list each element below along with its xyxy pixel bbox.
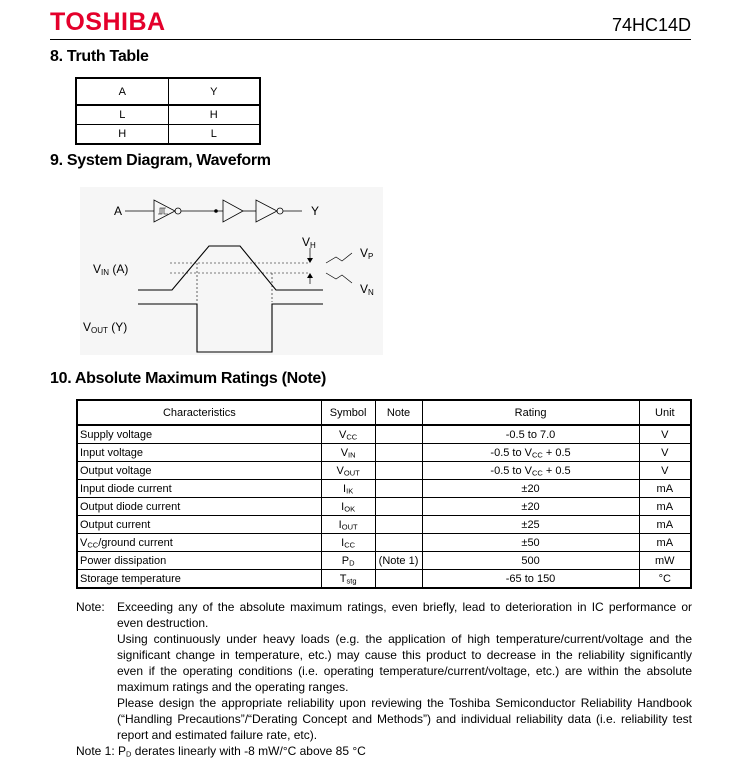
truth-table-header-y: Y [168, 78, 260, 105]
rating-cell: -65 to 150 [422, 570, 639, 589]
table-row [77, 480, 691, 498]
characteristic-cell: $V_{CC}$/ground current [77, 534, 321, 552]
note-paragraph: Exceeding any of the absolute maximum ratings, even briefly, lead to deterioration in IC performance or even destruction. [117, 600, 692, 630]
ratings-heading: 10. Absolute Maximum Ratings (Note) [50, 370, 327, 387]
header-divider [50, 39, 691, 40]
input-a-label: A [114, 204, 123, 218]
table-row [77, 462, 691, 480]
rating-cell: ±20 [422, 498, 639, 516]
rating-cell: -0.5 to $V_{CC} + 0.5$ [422, 462, 639, 480]
symbol-cell: $I_{OK}$ [321, 498, 375, 516]
output-y-label: Y [311, 204, 320, 218]
system-diagram-svg [80, 187, 383, 355]
rating-cell: -0.5 to $V_{CC} + 0.5$ [422, 444, 639, 462]
table-row [77, 552, 691, 570]
vh-arrowhead-up [307, 273, 313, 278]
unit-cell: mA [639, 516, 691, 534]
note-cell [375, 498, 422, 516]
truth-cell: H [168, 105, 260, 125]
symbol-cell: $P_D$ [321, 552, 375, 570]
note-cell [375, 444, 422, 462]
unit-cell: V [639, 444, 691, 462]
vin-waveform [138, 246, 323, 290]
symbol-cell: $I_{IK}$ [321, 480, 375, 498]
truth-table [75, 77, 261, 145]
characteristic-cell: Input diode current [77, 480, 321, 498]
vh-label: VH [302, 235, 316, 250]
col-rating: Rating [422, 400, 639, 425]
characteristic-cell: Input voltage [77, 444, 321, 462]
symbol-cell: $T_{stg}$ [321, 570, 375, 589]
absolute-max-ratings-table [76, 399, 692, 589]
col-unit: Unit [639, 400, 691, 425]
vout-waveform [138, 304, 323, 352]
table-row [77, 516, 691, 534]
unit-cell: mW [639, 552, 691, 570]
system-diagram-panel [80, 187, 383, 355]
unit-cell: V [639, 462, 691, 480]
vp-label: VP [360, 246, 374, 261]
characteristic-cell: Output voltage [77, 462, 321, 480]
table-row [77, 444, 691, 462]
system-diagram-heading: 9. System Diagram, Waveform [50, 152, 271, 169]
junction-dot [214, 209, 218, 213]
unit-cell: °C [639, 570, 691, 589]
part-number: 74HC14D [611, 15, 691, 35]
col-note: Note [375, 400, 422, 425]
note-cell [375, 534, 422, 552]
characteristic-cell: Supply voltage [77, 425, 321, 444]
rating-cell: ±50 [422, 534, 639, 552]
note-cell [375, 516, 422, 534]
characteristic-cell: Power dissipation [77, 552, 321, 570]
table-row [76, 105, 260, 125]
table-row [77, 425, 691, 444]
note-cell [375, 570, 422, 589]
rating-cell: ±25 [422, 516, 639, 534]
vin-label: VIN (A) [93, 262, 129, 277]
buffer-icon [223, 200, 243, 222]
note-label: Note: [76, 600, 105, 614]
schmitt-inverter-icon [154, 200, 181, 222]
characteristic-cell: Output diode current [77, 498, 321, 516]
rating-cell: 500 [422, 552, 639, 570]
vn-pointer [326, 273, 352, 283]
note-paragraph: Using continuously under heavy loads (e.g. the application of high temperature/current/voltage and the significant change in temperature, etc.) may cause this product to decrease in the reliability significantly even if the operating conditions (i.e. operating temperature/current/voltage, etc.) are within the absolute maximum ratings and the operating ranges. [117, 632, 692, 694]
col-characteristics: Characteristics [77, 400, 321, 425]
unit-cell: mA [639, 480, 691, 498]
table-row [77, 570, 691, 589]
truth-table-heading: 8. Truth Table [50, 48, 149, 65]
rating-cell: ±20 [422, 480, 639, 498]
note-cell [375, 462, 422, 480]
col-symbol: Symbol [321, 400, 375, 425]
symbol-cell: $V_{OUT}$ [321, 462, 375, 480]
rating-cell: -0.5 to 7.0 [422, 425, 639, 444]
table-row [76, 125, 260, 145]
unit-cell: mA [639, 534, 691, 552]
characteristic-cell: Storage temperature [77, 570, 321, 589]
characteristic-cell: Output current [77, 516, 321, 534]
unit-cell: mA [639, 498, 691, 516]
truth-cell: H [76, 125, 168, 145]
truth-cell: L [76, 105, 168, 125]
vn-label: VN [360, 282, 374, 297]
vout-label: VOUT (Y) [83, 320, 128, 335]
inverter-icon [256, 200, 283, 222]
symbol-cell: $V_{IN}$ [321, 444, 375, 462]
symbol-cell: $I_{OUT}$ [321, 516, 375, 534]
truth-cell: L [168, 125, 260, 145]
vh-arrowhead-down [307, 258, 313, 263]
vp-pointer [326, 253, 352, 263]
table-row [77, 534, 691, 552]
note-cell [375, 480, 422, 498]
notes-section [76, 599, 692, 759]
symbol-cell: $V_{CC}$ [321, 425, 375, 444]
truth-table-header-a: A [76, 78, 168, 105]
note-paragraph: Please design the appropriate reliability upon reviewing the Toshiba Semiconductor Reliability Handbook (“Handling Precautions”/“Derating Concept and Methods”) and individual reliability data (i.e. reliability test report and estimated failure rate, etc). [117, 696, 692, 742]
table-row [77, 498, 691, 516]
unit-cell: V [639, 425, 691, 444]
note-1: Note 1: $P_D$ derates linearly with -8 mW/°C above 85 °C [76, 744, 366, 759]
note-cell: (Note 1) [375, 552, 422, 570]
note-cell [375, 425, 422, 444]
toshiba-logo: TOSHIBA [50, 8, 166, 36]
symbol-cell: $I_{CC}$ [321, 534, 375, 552]
